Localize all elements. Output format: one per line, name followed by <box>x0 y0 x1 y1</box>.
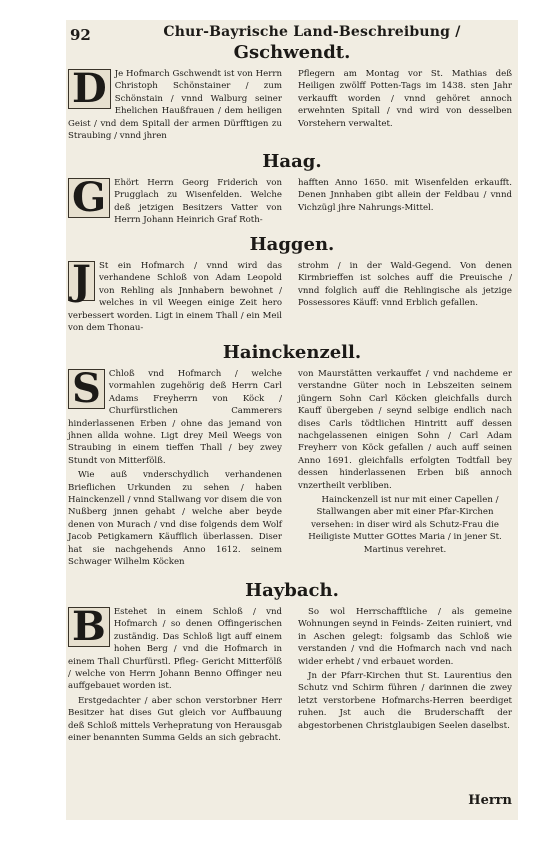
section-title-gschwendt: Gschwendt. <box>233 42 351 63</box>
paragraph: G Ehört Herrn Georg Friderich von Prugglach zu Wisenfelden. Welche deß jetzigen Besitzers Vatter von Herrn Johann Heinrich Graf Roth- <box>68 177 282 227</box>
paragraph: Hainckenzell ist nur mit einer Capellen / Stallwangen aber mit einer Pfar-Kirchen versehen: in diser wird als Schutz-Frau die Heiligiste Mutter GOttes Maria / in jener St. Martinus verehret. <box>308 495 502 555</box>
catchword: Herrn <box>468 793 512 808</box>
section-haggen-left-column <box>68 257 282 336</box>
paragraph: Wie auß vnderschydlich verhandenen Brieflichen Urkunden zu sehen / haben Hainckenzell / vnnd Stallwang vor disem die von Nußberg jnnen gehabt / welche aber beyde denen von Murach / vnd dise folgends dem Wolf Jacob Petigkamern Käufflich überlassen. Diser hat sie nachgehends Anno 1612. seinem Schwager Wilhelm Köcken <box>68 470 282 568</box>
page-number: 92 <box>70 26 91 44</box>
section-gschwendt-right-column <box>298 68 512 132</box>
section-title-haggen: Haggen. <box>249 234 335 255</box>
paragraph: S Chloß vnd Hofmarch / welche vormahlen zugehörig deß Herrn Carl Adams Freyherrn von Köck / Churfürstlichen Cammerers hinderlassenen Erben / ohne das jemand von jhnen allda wohne. Ligt drey Meil Weegs von Straubing in einem tieffen Thall / bey zwey Stundt von Mitterfölß. <box>68 365 282 466</box>
section-haybach-right-column <box>298 606 512 734</box>
paragraph: So wol Herrschafftliche / als gemeine Wohnungen seynd in Feinds- Zeiten ruiniert, vnd in Aschen gelegt: folgsamb das Schloß wie verstanden / vnd die Hofmarch nach vnd nach wider erhebt / vnd erbauet worden. <box>298 607 512 667</box>
running-title: Chur-Bayrische Land-Beschreibung / <box>163 24 461 40</box>
section-gschwendt-left-column <box>68 65 282 144</box>
paragraph: hafften Anno 1650. mit Wisenfelden erkaufft. Denen Jnnhaben gibt allein der Feldbau / vnnd Vichzügl jhre Nahrungs-Mittel. <box>298 178 512 213</box>
drop-cap: D <box>68 69 111 109</box>
drop-cap: J <box>68 261 95 301</box>
section-title-haybach: Haybach. <box>245 580 339 601</box>
section-haybach-left-column <box>68 603 282 746</box>
section-hainckenzell-right-column <box>298 368 512 558</box>
paragraph: von Maurstätten verkauffet / vnd nachdeme er verstandne Güter noch in Lebszeiten seinem jüngern Sohn Carl Köcken gleichfalls durch Kauff übergeben / seynd selbige endlich nach dises Carls tödtlichen Hintritt auff dessen nachgelassenen einigen Sohn / Carl Adam Freyherr von Köck gefallen / auch auff seinen Anno 1691. gleichfalls erfolgten Todtfall bey dessen hinderlassenen Erben biß annoch vnzertheilt verbliben. <box>298 369 512 491</box>
book-page <box>66 20 518 820</box>
paragraph: Jn der Pfarr-Kirchen thut St. Laurentius den Schutz vnd Schirm führen / darinnen die zwey letzt verstorbene Hofmarchs-Herren beerdiget ruhen. Jst auch die Bruderschafft der abgestorbenen Christglaubigen Seelen daselbst. <box>298 671 512 731</box>
paragraph: Erstgedachter / aber schon verstorbner Herr Besitzer hat dises Gut gleich vor Auffbauung deß Schloß mittels Verhepratung von Herausgab einer benannten Summa Gelds an sich gebracht. <box>68 695 282 744</box>
section-haggen-right-column <box>298 260 512 312</box>
section-haag-left-column <box>68 174 282 229</box>
paragraph: B Estehet in einem Schloß / vnd Hofmarch / so denen Offingerischen zuständig. Das Schloß ligt auff einem hohen Berg / vnd die Hofmarch in einem Thall Churfürstl. Pfleg- Gericht Mitterfölß / welche von Herrn Johann Benno Offinger neu auffgebauet worden ist. <box>68 603 282 692</box>
section-title-haag: Haag. <box>262 151 322 172</box>
paragraph: strohm / in der Wald-Gegend. Von denen Kirmbrieffen ist solches auff die Preuische / vnnd folglich auff die Rehlingische als jetzige Possessores Käuff: vnnd Erblich gefallen. <box>298 261 512 309</box>
drop-cap: S <box>68 369 105 409</box>
section-title-hainckenzell: Hainckenzell. <box>222 342 362 363</box>
drop-cap: G <box>68 178 110 218</box>
drop-cap: B <box>68 607 110 647</box>
running-head <box>66 20 518 42</box>
section-haag-right-column <box>298 177 512 216</box>
paragraph: D Je Hofmarch Gschwendt ist von Herrn Christoph Schönstainer / zum Schönstain / vnnd Walburg seiner Ehelichen Haußfrauen / dem heiligen Geist / vnd dem Spitall der armen Dürfftigen zu Straubing / vnnd jhren <box>68 65 282 142</box>
paragraph: J St ein Hofmarch / vnnd wird das verhandene Schloß von Adam Leopold von Rehling als Jnnhabern bewohnet / welches in vil Weegen einige Zeit hero verbessert worden. Ligt in einem Thall / ein Meil von dem Thonau- <box>68 257 282 334</box>
section-hainckenzell-left-column <box>68 365 282 571</box>
paragraph: Pflegern am Montag vor St. Mathias deß Heiligen zwölff Potten-Tags im 1438. sten Jahr verkaufft worden / vnnd gehöret annoch erwehnten Spitall / vnd wird von desselben Vorstehern verwaltet. <box>298 69 512 129</box>
